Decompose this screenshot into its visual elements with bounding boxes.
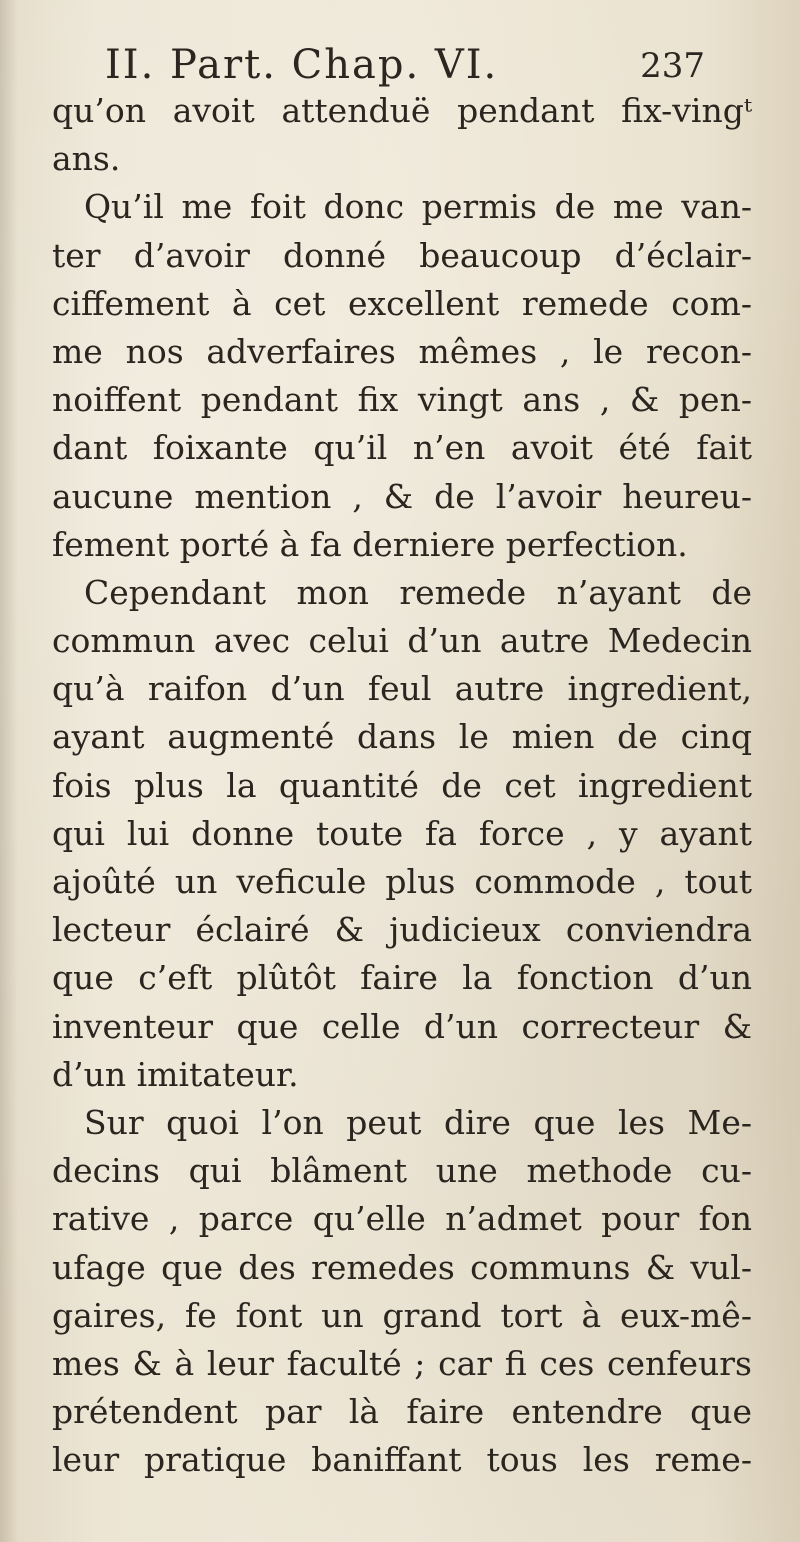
text-line: lecteur éclairé & judicieux conviendra [52,910,752,950]
text-line: Sur quoi l’on peut dire que les Me- [84,1102,752,1142]
text-line: me nos adverfaires mêmes , le recon- [52,331,752,371]
text-line: dant foixante qu’il n’en avoit été fait [52,428,752,468]
text-line: que c’eft plûtôt faire la fonction d’un [52,958,752,998]
text-line: ajoûté un veficule plus commode , tout [52,862,752,901]
text-line: ciffement à cet excellent remede com- [52,283,752,323]
text-line: ayant augmenté dans le mien de cinq [52,717,752,757]
text-line: d’un imitateur. [52,1054,299,1094]
running-head-part-chapter: II. Part. Chap. VI. [105,42,499,88]
text-line: leur pratique baniffant tous les reme- [52,1440,752,1480]
text-line: qui lui donne toute fa force , y ayant [52,813,752,853]
running-head [105,42,705,90]
text-line: prétendent par là faire entendre que [52,1392,752,1432]
text-line: ufage que des remedes communs & vul- [52,1247,752,1287]
text-line: qu’on avoit attenduë pendant fix-vingᵗ [52,91,752,130]
text-line: ter d’avoir donné beaucoup d’éclair- [52,235,752,275]
text-line: qu’à raifon d’un feul autre ingredient, [52,669,752,709]
text-line: fement porté à fa derniere perfection. [52,524,688,564]
text-line: fois plus la quantité de cet ingredient [52,765,752,805]
text-line: aucune mention , & de l’avoir heureu- [52,476,752,516]
text-line: gaires, fe font un grand tort à eux-mê- [52,1295,752,1335]
binding-shadow [0,0,18,1542]
text-line: Cependant mon remede n’ayant de [84,572,752,612]
text-line: commun avec celui d’un autre Medecin [52,621,752,661]
text-line: noiffent pendant fix vingt ans , & pen- [52,380,752,420]
page-number: 237 [640,46,705,86]
text-line: Qu’il me foit donc permis de me van- [84,187,752,227]
text-line: ans. [52,139,121,179]
text-line: decins qui blâment une methode cu- [52,1151,752,1191]
text-line: inventeur que celle d’un correcteur & [52,1006,752,1046]
text-line: rative , parce qu’elle n’admet pour fon [52,1199,752,1239]
body-text [52,87,752,1484]
text-line: mes & à leur faculté ; car fi ces cenfeurs [52,1343,752,1383]
